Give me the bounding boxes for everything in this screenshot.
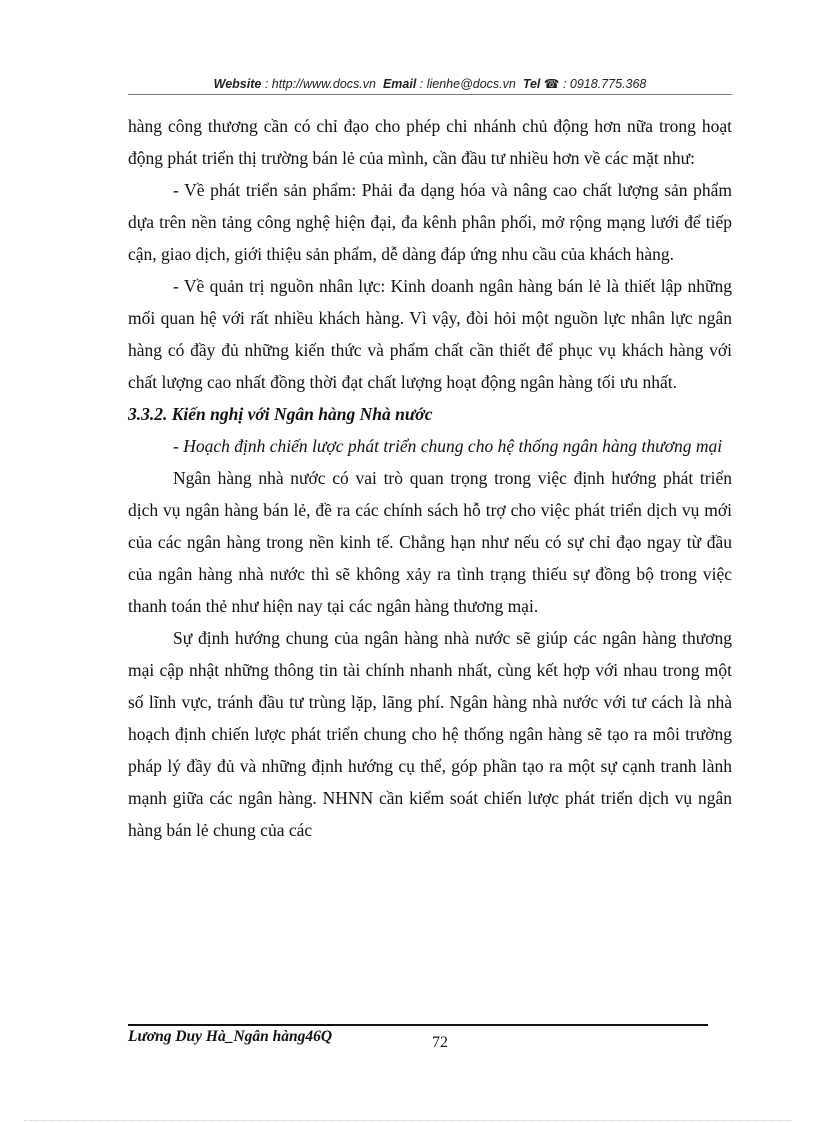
page-edge (24, 1120, 792, 1121)
section-heading: 3.3.2. Kiến nghị với Ngân hàng Nhà nước (128, 404, 433, 424)
tel-value: : 0918.775.368 (562, 77, 647, 91)
paragraph-human-resources: - Về quản trị nguồn nhân lực: Kinh doanh ngân hàng bán lẻ là thiết lập những mối quan hệ với rất nhiều khách hàng. Vì vậy, đòi hỏi một nguồn lực nhân lực ngân hàng có đầy đủ những kiến thức và phẩm chất cần thiết để phục vụ khách hàng với chất lượng cao nhất đồng thời đạt chất lượng hoạt động ngân hàng tối ưu nhất. (128, 276, 732, 392)
paragraph-1: hàng công thương cần có chỉ đạo cho phép chi nhánh chủ động hơn nữa trong hoạt động phát triển thị trường bán lẻ của mình, cần đầu tư nhiều hơn về các mặt như: (128, 116, 732, 168)
section-subheading: - Hoạch định chiến lược phát triển chung cho hệ thống ngân hàng thương mại (173, 436, 723, 456)
email-value: : lienhe@docs.vn (419, 77, 516, 91)
page-number: 72 (432, 1034, 448, 1051)
paragraph-product-development: - Về phát triển sản phẩm: Phải đa dạng hóa và nâng cao chất lượng sản phẩm dựa trên nền tảng công nghệ hiện đại, đa kênh phân phối, mở rộng mạng lưới để tiếp cận, giao dịch, giới thiệu sản phẩm, dễ dàng đáp ứng nhu cầu của khách hàng. (128, 180, 732, 264)
paragraph-state-bank-role: Ngân hàng nhà nước có vai trò quan trọng trong việc định hướng phát triển dịch vụ ngân hàng bán lẻ, đề ra các chính sách hỗ trợ cho việc phát triển dịch vụ mới của các ngân hàng trong nền kinh tế. Chẳng hạn như nếu có sự chỉ đạo ngay từ đầu của ngân hàng nhà nước thì sẽ không xảy ra tình trạng thiếu sự đồng bộ trong việc thanh toán thẻ như hiện nay tại các ngân hàng thương mại. (128, 468, 732, 616)
website-label: Website (213, 77, 262, 91)
email-label: Email (382, 77, 417, 91)
header-divider (128, 94, 732, 95)
page-header (128, 76, 732, 91)
document-body (128, 110, 732, 846)
footer-divider (128, 1024, 708, 1026)
website-value: : http://www.docs.vn (264, 77, 376, 91)
paragraph-general-orientation: Sự định hướng chung của ngân hàng nhà nước sẽ giúp các ngân hàng thương mại cập nhật những thông tin tài chính nhanh nhất, cùng kết hợp với nhau trong một số lĩnh vực, tránh đầu tư trùng lặp, lãng phí. Ngân hàng nhà nước với tư cách là nhà hoạch định chiến lược phát triển chung cho hệ thống ngân hàng sẽ tạo ra môi trường pháp lý đầy đủ và những định hướng cụ thể, góp phần tạo ra một sự cạnh tranh lành mạnh giữa các ngân hàng. NHNN cần kiểm soát chiến lược phát triển dịch vụ ngân hàng bán lẻ chung của các (128, 628, 732, 840)
tel-label: Tel ☎ (522, 77, 560, 91)
footer-author: Lương Duy Hà_Ngân hàng46Q (128, 1028, 333, 1045)
